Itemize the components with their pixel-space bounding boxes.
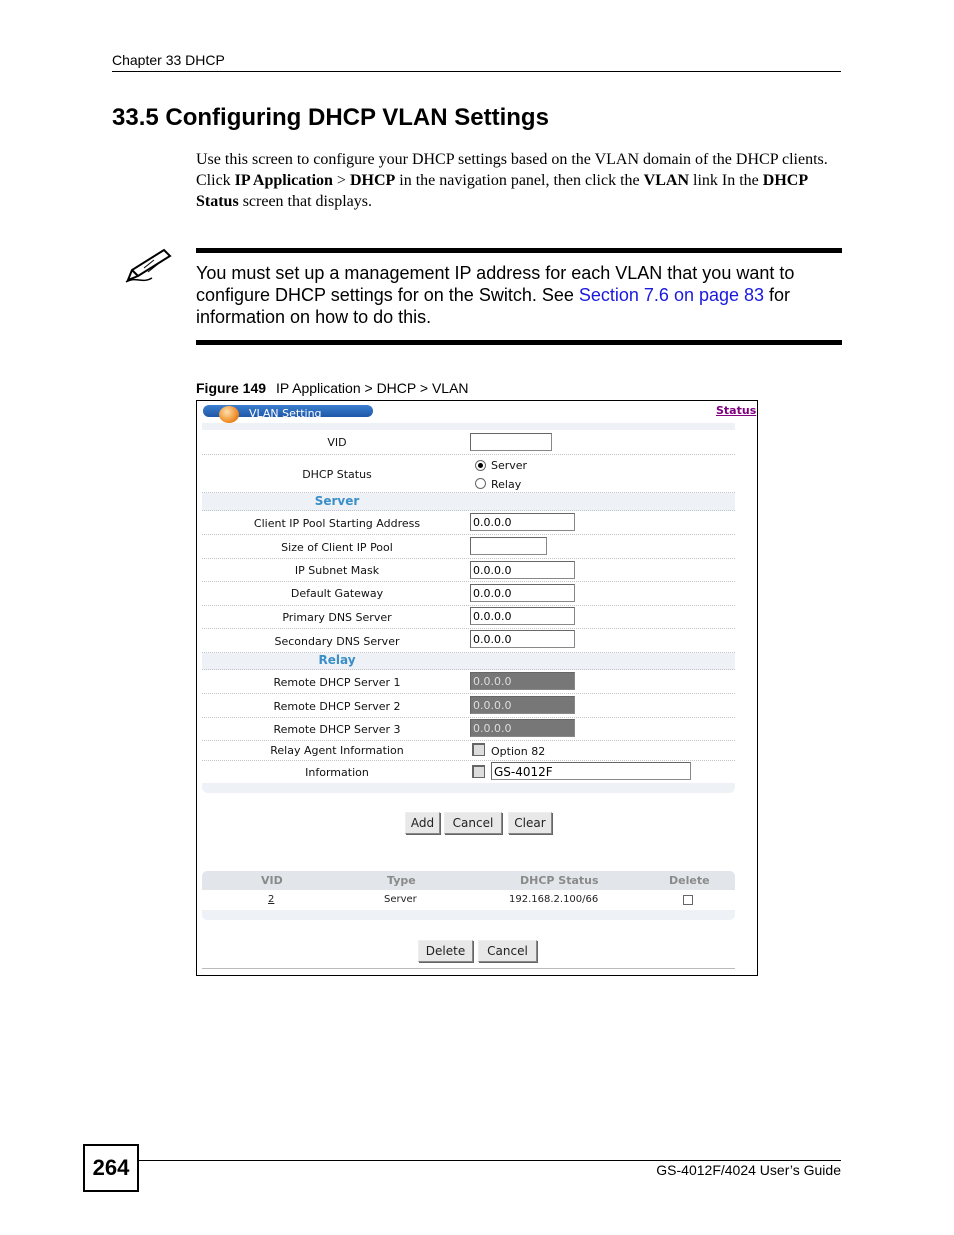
intro-text: screen that displays.	[238, 193, 372, 210]
chapter-header: Chapter 33 DHCP	[112, 52, 225, 68]
row-information	[202, 761, 735, 783]
server-radio-label: Server	[491, 459, 528, 472]
remote-2-input[interactable]: 0.0.0.0	[470, 696, 575, 714]
table-cancel-button[interactable]: Cancel	[478, 940, 537, 962]
guide-title: GS-4012F/4024 User’s Guide	[656, 1162, 841, 1178]
col-type: Type	[387, 874, 416, 887]
server-section-title: Server	[314, 494, 360, 508]
information-checkbox[interactable]	[472, 765, 485, 778]
primary-dns-label: Primary DNS Server	[282, 611, 392, 624]
option82-label: Option 82	[491, 745, 546, 758]
row-relay-agent	[202, 741, 735, 761]
cancel-button[interactable]: Cancel	[444, 812, 502, 834]
dhcp-status-label: DHCP Status	[302, 468, 372, 481]
remote-1-label: Remote DHCP Server 1	[273, 676, 401, 689]
figure-caption	[196, 380, 469, 396]
figure-number: Figure 149	[196, 380, 267, 396]
header-rule	[112, 71, 841, 72]
row-delete-checkbox[interactable]	[683, 895, 693, 905]
relay-section-title: Relay	[318, 653, 356, 667]
row-remote-3	[202, 718, 735, 741]
intro-paragraph	[196, 149, 841, 212]
page-number: 264	[83, 1144, 139, 1192]
screenshot-frame	[196, 400, 758, 976]
intro-text: Use this screen to configure your DHCP settings based on the VLAN domain of the DHCP clients. Click	[196, 151, 828, 189]
intro-bold: DHCP	[349, 172, 396, 189]
secondary-dns-label: Secondary DNS Server	[274, 635, 400, 648]
row-remote-2	[202, 694, 735, 718]
row-primary-dns	[202, 606, 735, 629]
col-dhcp-status: DHCP Status	[520, 874, 599, 887]
orb-icon	[219, 406, 239, 423]
delete-button[interactable]: Delete	[418, 940, 473, 962]
relay-radio[interactable]	[475, 478, 486, 489]
server-radio[interactable]	[475, 460, 486, 471]
row-secondary-dns	[202, 629, 735, 653]
row-gateway	[202, 582, 735, 606]
secondary-dns-input[interactable]: 0.0.0.0	[470, 630, 575, 648]
frame-bottom-rule	[202, 968, 735, 969]
remote-2-label: Remote DHCP Server 2	[273, 700, 401, 713]
screen-title: VLAN Setting	[249, 407, 322, 420]
remote-3-input[interactable]: 0.0.0.0	[470, 719, 575, 737]
intro-bold: IP Application	[234, 172, 333, 189]
information-label: Information	[305, 766, 369, 779]
clear-button[interactable]: Clear	[508, 812, 552, 834]
note-bottom-rule	[196, 340, 842, 345]
gateway-input[interactable]: 0.0.0.0	[470, 584, 575, 602]
client-ip-start-label: Client IP Pool Starting Address	[253, 517, 421, 530]
information-input[interactable]: GS-4012F	[491, 762, 691, 780]
note-body: for information on how to do this.	[196, 285, 791, 327]
figure-title: IP Application > DHCP > VLAN	[276, 380, 469, 396]
status-link[interactable]: Status	[716, 404, 757, 417]
option82-checkbox[interactable]	[472, 743, 485, 756]
primary-dns-input[interactable]: 0.0.0.0	[470, 607, 575, 625]
table-row	[202, 890, 735, 911]
row-vid-link[interactable]: 2	[268, 894, 275, 905]
note-top-rule	[196, 248, 842, 253]
row-dhcp-status	[202, 455, 735, 493]
section-title: 33.5 Configuring DHCP VLAN Settings	[112, 104, 549, 131]
intro-bold: DHCP Status	[196, 172, 808, 210]
gateway-label: Default Gateway	[290, 587, 384, 600]
row-client-ip-start	[202, 511, 735, 535]
note-body: You must set up a management IP address for each VLAN that you want to configure DHCP settings for on the Switch. See	[196, 263, 795, 305]
client-ip-start-input[interactable]: 0.0.0.0	[470, 513, 575, 531]
row-remote-1	[202, 670, 735, 694]
add-button[interactable]: Add	[405, 812, 440, 834]
pencil-note-icon	[124, 246, 174, 284]
row-server-header	[202, 493, 735, 511]
table-header	[202, 871, 735, 890]
table-footer	[202, 910, 735, 920]
col-delete: Delete	[669, 874, 710, 887]
row-dhcp-status: 192.168.2.100/66	[509, 894, 599, 905]
intro-bold: VLAN	[643, 172, 689, 189]
pool-size-label: Size of Client IP Pool	[281, 541, 393, 554]
vid-input[interactable]	[470, 433, 552, 451]
relay-agent-label: Relay Agent Information	[270, 744, 404, 757]
subnet-mask-input[interactable]: 0.0.0.0	[470, 561, 575, 579]
intro-text: >	[332, 172, 350, 189]
row-subnet-mask	[202, 559, 735, 582]
footer-rule	[139, 1160, 841, 1161]
section-link[interactable]: Section 7.6 on page 83	[578, 285, 765, 305]
remote-1-input[interactable]: 0.0.0.0	[470, 672, 575, 690]
remote-3-label: Remote DHCP Server 3	[273, 723, 401, 736]
row-type: Server	[384, 894, 417, 905]
col-vid: VID	[261, 874, 283, 887]
note-text	[196, 262, 842, 328]
subnet-mask-label: IP Subnet Mask	[294, 564, 380, 577]
row-pool-size	[202, 535, 735, 559]
pool-size-input[interactable]	[470, 537, 547, 555]
screen-title-bar	[203, 405, 373, 420]
intro-text: link In the	[689, 172, 763, 189]
row-relay-header	[202, 653, 735, 670]
relay-radio-label: Relay	[491, 478, 522, 491]
intro-text: in the navigation panel, then click the	[395, 172, 644, 189]
row-vid	[202, 430, 735, 455]
vid-label: VID	[327, 436, 347, 449]
